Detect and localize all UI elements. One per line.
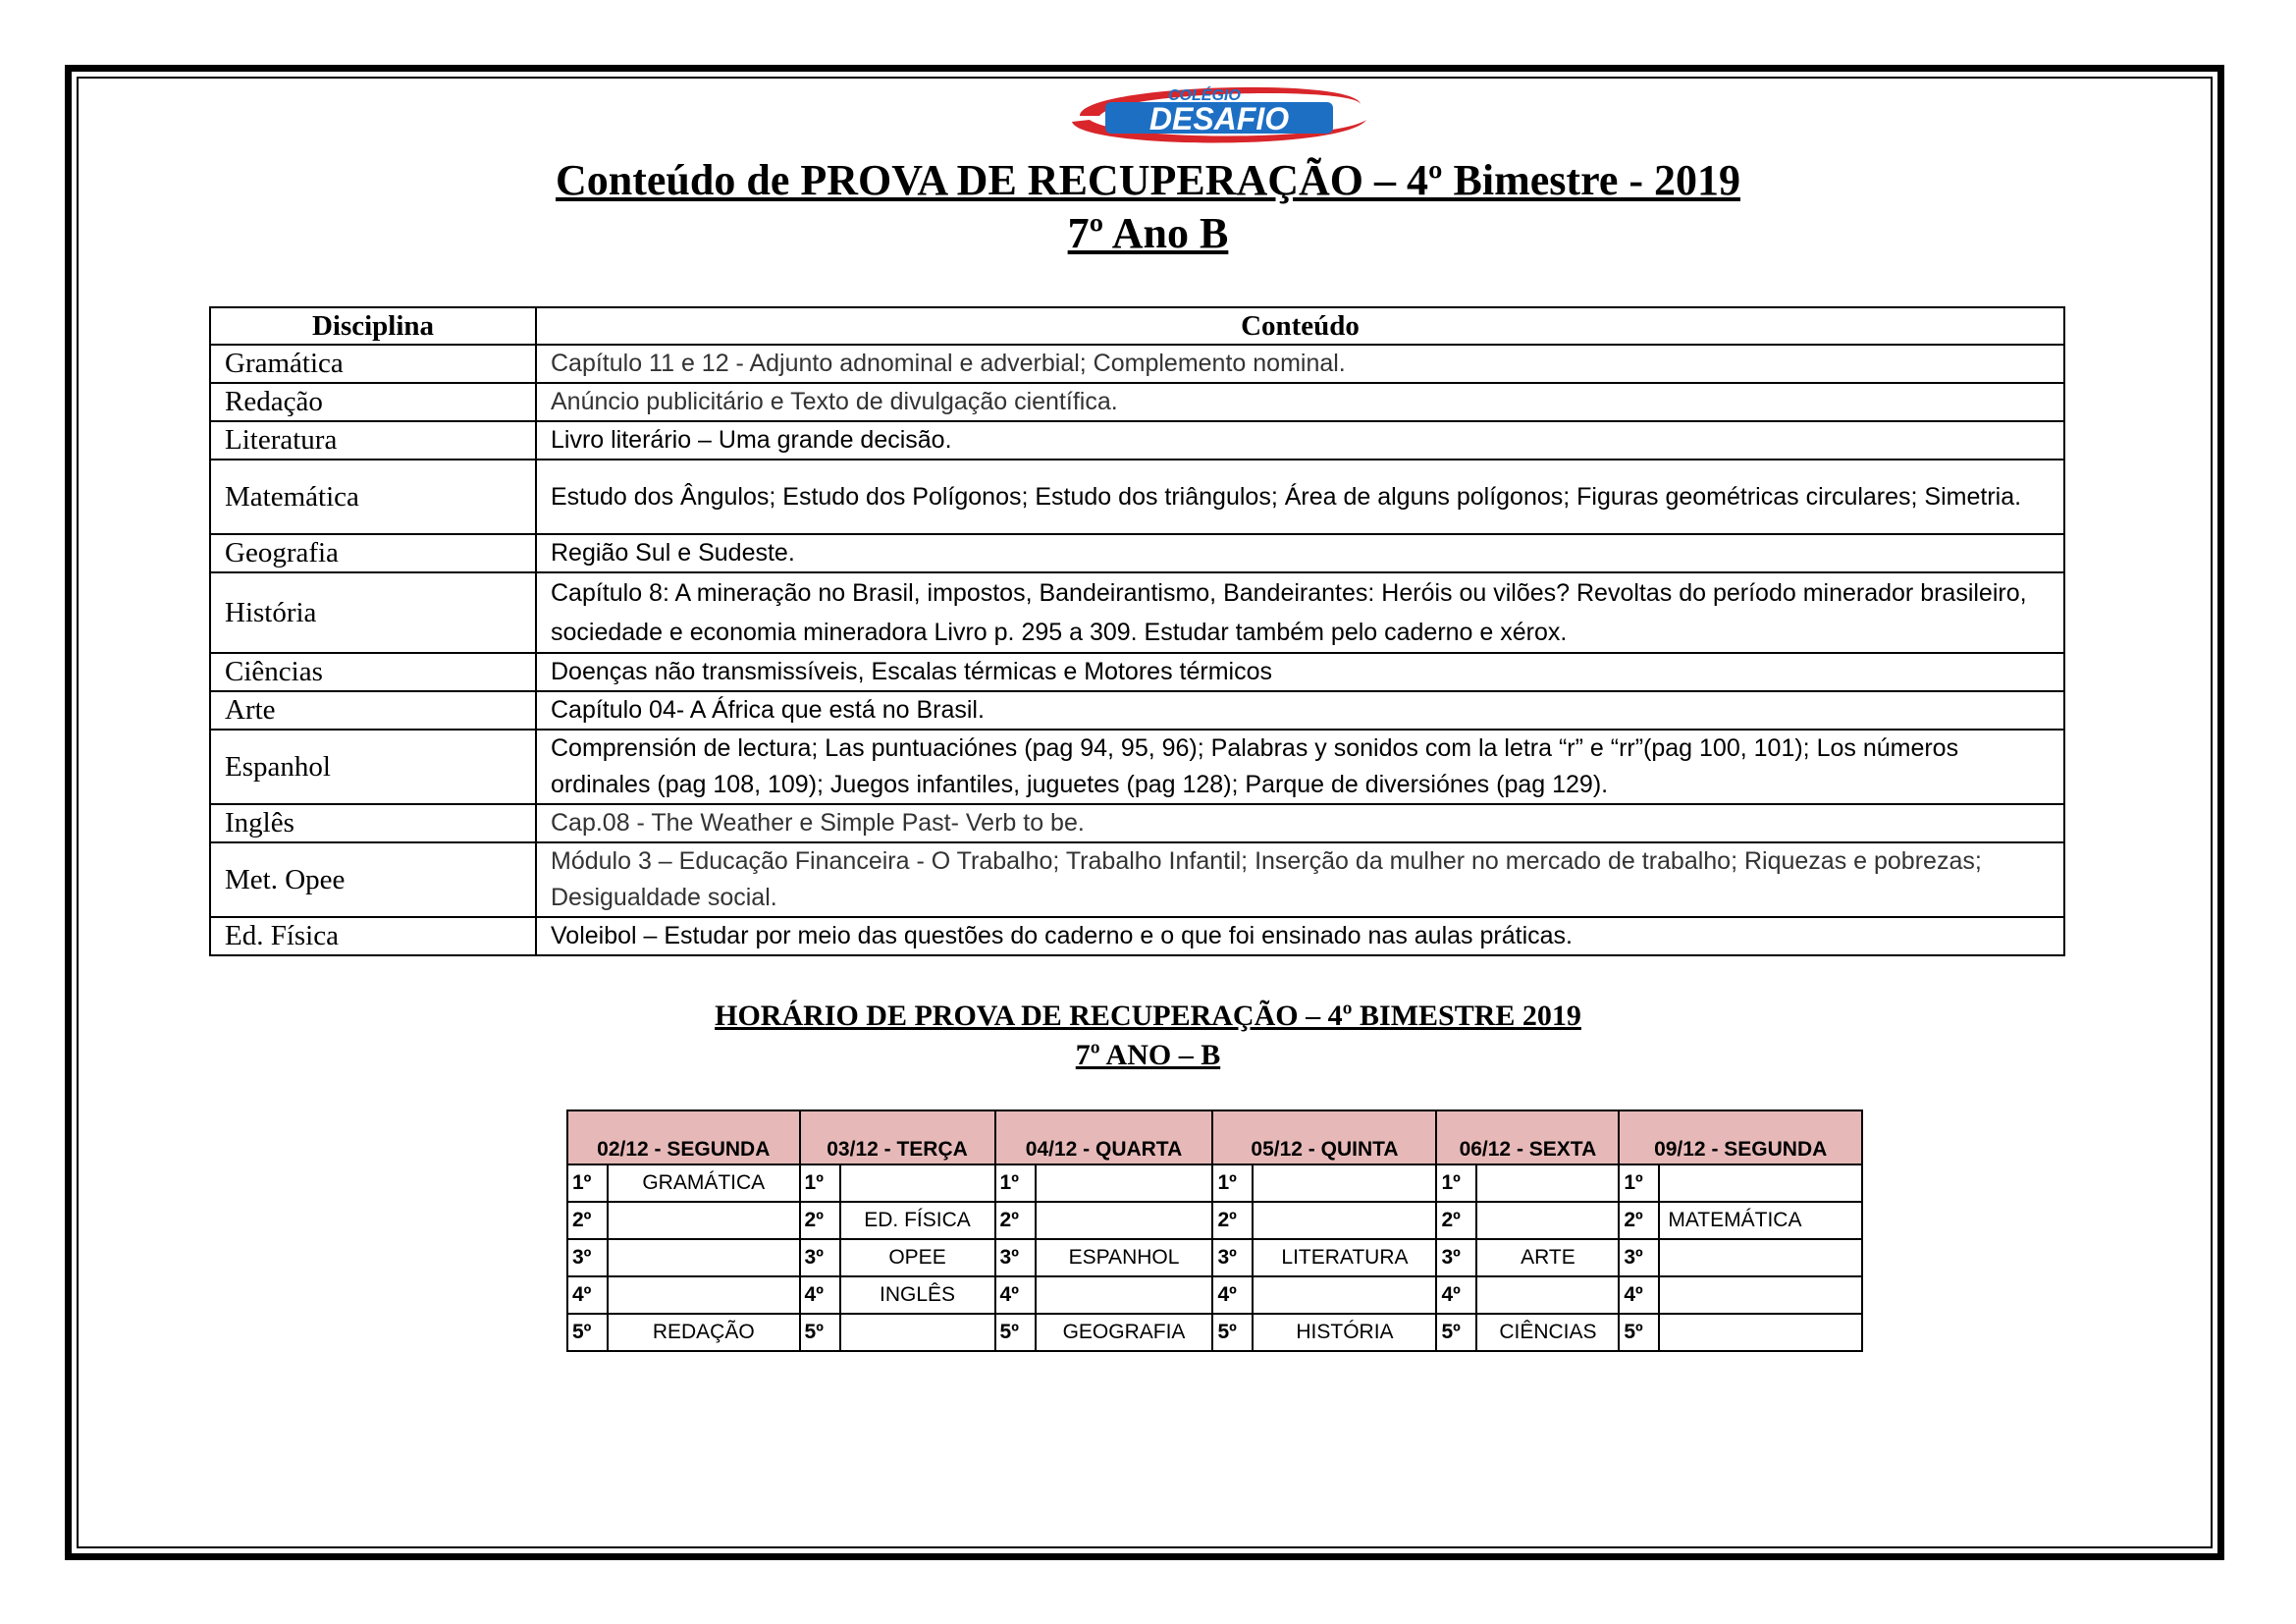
period-label: 5º [1436, 1314, 1476, 1351]
schedule-cell: LITERATURA [1253, 1239, 1436, 1276]
schedule-cell [1253, 1202, 1436, 1239]
day-header: 04/12 - QUARTA [995, 1110, 1213, 1164]
period-label: 5º [1619, 1314, 1659, 1351]
schedule-cell [1659, 1239, 1862, 1276]
subject-cell: Geografia [210, 534, 536, 572]
schedule-cell: MATEMÁTICA [1659, 1202, 1862, 1239]
content-cell: Região Sul e Sudeste. [536, 534, 2064, 572]
schedule-cell: ED. FÍSICA [840, 1202, 995, 1239]
day-header: 06/12 - SEXTA [1436, 1110, 1619, 1164]
table-row [210, 804, 2064, 842]
subject-cell: Ciências [210, 653, 536, 691]
schedule-cell: ESPANHOL [1036, 1239, 1213, 1276]
schedule-cell [608, 1202, 800, 1239]
content-cell: Módulo 3 – Educação Financeira - O Trabalho; Trabalho Infantil; Inserção da mulher no mercado de trabalho; Riquezas e pobrezas; Desigualdade social. [536, 842, 2064, 917]
subject-cell: Met. Opee [210, 842, 536, 917]
schedule-cell [1253, 1164, 1436, 1202]
period-label: 5º [1212, 1314, 1253, 1351]
subject-cell: História [210, 572, 536, 653]
schedule-cell [1476, 1164, 1619, 1202]
table-row [210, 691, 2064, 730]
period-label: 1º [800, 1164, 840, 1202]
schedule-header-row [567, 1110, 1862, 1164]
content-cell: Voleibol – Estudar por meio das questões do caderno e o que foi ensinado nas aulas práticas. [536, 917, 2064, 955]
period-label: 1º [567, 1164, 608, 1202]
day-header: 09/12 - SEGUNDA [1619, 1110, 1862, 1164]
content-cell: Doenças não transmissíveis, Escalas térmicas e Motores térmicos [536, 653, 2064, 691]
table-row [210, 421, 2064, 460]
schedule-class: 7º ANO – B [1075, 1039, 1221, 1071]
schedule-cell: REDAÇÃO [608, 1314, 800, 1351]
schedule-cell [1476, 1202, 1619, 1239]
schedule-cell: CIÊNCIAS [1476, 1314, 1619, 1351]
class-title: 7º Ano B [1067, 209, 1229, 257]
subject-cell: Inglês [210, 804, 536, 842]
schedule-cell: ARTE [1476, 1239, 1619, 1276]
period-label: 5º [567, 1314, 608, 1351]
subject-cell: Matemática [210, 460, 536, 534]
subject-cell: Ed. Física [210, 917, 536, 955]
period-label: 1º [1212, 1164, 1253, 1202]
period-label: 4º [1436, 1276, 1476, 1314]
schedule-cell [1659, 1276, 1862, 1314]
table-header-row [210, 307, 2064, 345]
day-header: 02/12 - SEGUNDA [567, 1110, 800, 1164]
schedule-row [567, 1202, 1862, 1239]
content-table [209, 306, 2065, 956]
schedule-cell [1253, 1276, 1436, 1314]
content-cell: Anúncio publicitário e Texto de divulgação científica. [536, 383, 2064, 421]
content-cell: Estudo dos Ângulos; Estudo dos Polígonos; Estudo dos triângulos; Área de alguns polígonos; Figuras geométricas circulares; Simetria. [536, 460, 2064, 534]
subject-cell: Gramática [210, 345, 536, 383]
day-header: 03/12 - TERÇA [800, 1110, 995, 1164]
table-row [210, 572, 2064, 653]
period-label: 3º [1436, 1239, 1476, 1276]
period-label: 2º [995, 1202, 1036, 1239]
content-cell: Comprensión de lectura; Las puntuaciónes (pag 94, 95, 96); Palabras y sonidos com la letra “r” e “rr”(pag 100, 101); Los números ordinales (pag 108, 109); Juegos infantiles, juguetes (pag 128); Parque de diversiónes (pag 129). [536, 730, 2064, 804]
table-row [210, 460, 2064, 534]
schedule-cell [1036, 1276, 1213, 1314]
period-label: 3º [995, 1239, 1036, 1276]
content-cell: Capítulo 04- A África que está no Brasil. [536, 691, 2064, 730]
schedule-cell [608, 1276, 800, 1314]
subject-cell: Literatura [210, 421, 536, 460]
schedule-cell [1036, 1164, 1213, 1202]
schedule-cell: OPEE [840, 1239, 995, 1276]
period-label: 5º [995, 1314, 1036, 1351]
svg-text:DESAFIO: DESAFIO [1148, 101, 1290, 136]
period-label: 1º [995, 1164, 1036, 1202]
period-label: 1º [1619, 1164, 1659, 1202]
schedule-cell [1476, 1276, 1619, 1314]
period-label: 2º [567, 1202, 608, 1239]
svg-text:COLÉGIO: COLÉGIO [1168, 87, 1241, 104]
schedule-cell [608, 1239, 800, 1276]
schedule-cell [1659, 1314, 1862, 1351]
colegio-desafio-logo [1060, 77, 1374, 151]
content-cell: Cap.08 - The Weather e Simple Past- Verb to be. [536, 804, 2064, 842]
schedule-cell [1659, 1164, 1862, 1202]
period-label: 4º [1619, 1276, 1659, 1314]
schedule-cell: HISTÓRIA [1253, 1314, 1436, 1351]
subject-cell: Arte [210, 691, 536, 730]
schedule-row [567, 1276, 1862, 1314]
period-label: 2º [800, 1202, 840, 1239]
schedule-row [567, 1314, 1862, 1351]
table-row [210, 917, 2064, 955]
content-cell: Capítulo 11 e 12 - Adjunto adnominal e adverbial; Complemento nominal. [536, 345, 2064, 383]
subject-cell: Espanhol [210, 730, 536, 804]
period-label: 3º [800, 1239, 840, 1276]
period-label: 2º [1619, 1202, 1659, 1239]
period-label: 2º [1212, 1202, 1253, 1239]
schedule-cell: GRAMÁTICA [608, 1164, 800, 1202]
content-cell: Capítulo 8: A mineração no Brasil, impostos, Bandeirantismo, Bandeirantes: Heróis ou vilões? Revoltas do período minerador brasileiro, sociedade e economia mineradora Livro p. 295 a 309. Estudar também pelo caderno e xérox. [536, 572, 2064, 653]
schedule-cell [1036, 1202, 1213, 1239]
period-label: 1º [1436, 1164, 1476, 1202]
day-header: 05/12 - QUINTA [1212, 1110, 1436, 1164]
table-row [210, 653, 2064, 691]
schedule-row [567, 1239, 1862, 1276]
content-cell: Livro literário – Uma grande decisão. [536, 421, 2064, 460]
period-label: 3º [1619, 1239, 1659, 1276]
table-row [210, 730, 2064, 804]
header-disciplina: Disciplina [210, 307, 536, 345]
period-label: 3º [567, 1239, 608, 1276]
schedule-cell: GEOGRAFIA [1036, 1314, 1213, 1351]
period-label: 4º [1212, 1276, 1253, 1314]
schedule-cell [840, 1164, 995, 1202]
schedule-title: HORÁRIO DE PROVA DE RECUPERAÇÃO – 4º BIMESTRE 2019 [715, 1000, 1581, 1032]
table-row [210, 345, 2064, 383]
table-row [210, 842, 2064, 917]
period-label: 3º [1212, 1239, 1253, 1276]
schedule-cell [840, 1314, 995, 1351]
header-conteudo: Conteúdo [536, 307, 2064, 345]
period-label: 5º [800, 1314, 840, 1351]
period-label: 4º [995, 1276, 1036, 1314]
page-title: Conteúdo de PROVA DE RECUPERAÇÃO – 4º Bimestre - 2019 [555, 156, 1740, 204]
table-row [210, 383, 2064, 421]
table-row [210, 534, 2064, 572]
schedule-table [566, 1110, 1863, 1352]
subject-cell: Redação [210, 383, 536, 421]
period-label: 4º [800, 1276, 840, 1314]
schedule-row [567, 1164, 1862, 1202]
schedule-cell: INGLÊS [840, 1276, 995, 1314]
period-label: 4º [567, 1276, 608, 1314]
period-label: 2º [1436, 1202, 1476, 1239]
